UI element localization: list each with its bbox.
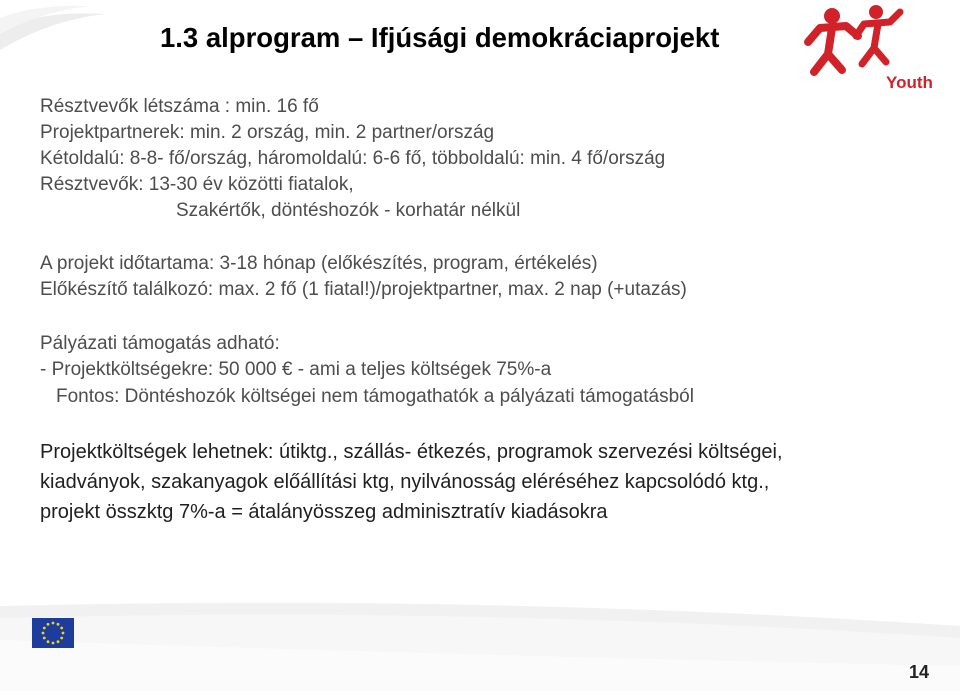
- text-line-partners: Projektpartnerek: min. 2 ország, min. 2 partner/ország: [40, 122, 495, 143]
- text-line-preparatory-meeting: Előkészítő találkozó: max. 2 fő (1 fiatal!)/projektpartner, max. 2 nap (+utazás): [40, 279, 687, 300]
- text-line-eligible-costs-1: Projektköltségek lehetnek: útiktg., szállás- étkezés, programok szervezési költségei,: [40, 441, 783, 463]
- decorative-bottom-band-icon: [0, 596, 960, 691]
- text-line-eligible-costs-2: kiadványok, szakanyagok előállítási ktg, nyilvánosság eléréséhez kapcsolódó ktg.,: [40, 471, 770, 493]
- logo-text: Youth: [886, 73, 933, 92]
- slide-title: 1.3 alprogram – Ifjúsági demokráciaprojekt: [160, 22, 720, 53]
- text-line-duration: A projekt időtartama: 3-18 hónap (előkészítés, program, értékelés): [40, 253, 598, 274]
- text-line-important: Fontos: Döntéshozók költségei nem támogathatók a pályázati támogatásból: [56, 386, 694, 407]
- decorative-swoosh-icon: [0, 0, 130, 70]
- text-line-grant: Pályázati támogatás adható:: [40, 333, 280, 354]
- text-line-participants-count: Résztvevők létszáma : min. 16 fő: [40, 96, 319, 117]
- eu-flag-icon: [32, 618, 74, 648]
- text-line-experts: Szakértők, döntéshozók - korhatár nélkül: [176, 200, 521, 221]
- text-line-participants-age: Résztvevők: 13-30 év közötti fiatalok,: [40, 174, 354, 195]
- page-number: 14: [908, 662, 930, 682]
- text-line-project-costs: - Projektköltségekre: 50 000 € - ami a teljes költségek 75%-a: [40, 359, 552, 380]
- text-line-bilateral: Kétoldalú: 8-8- fő/ország, háromoldalú: 6-6 fő, többoldalú: min. 4 fő/ország: [40, 148, 666, 169]
- youth-logo-icon: [798, 2, 960, 102]
- text-line-eligible-costs-3: projekt összktg 7%-a = átalányösszeg adminisztratív kiadásokra: [40, 501, 608, 523]
